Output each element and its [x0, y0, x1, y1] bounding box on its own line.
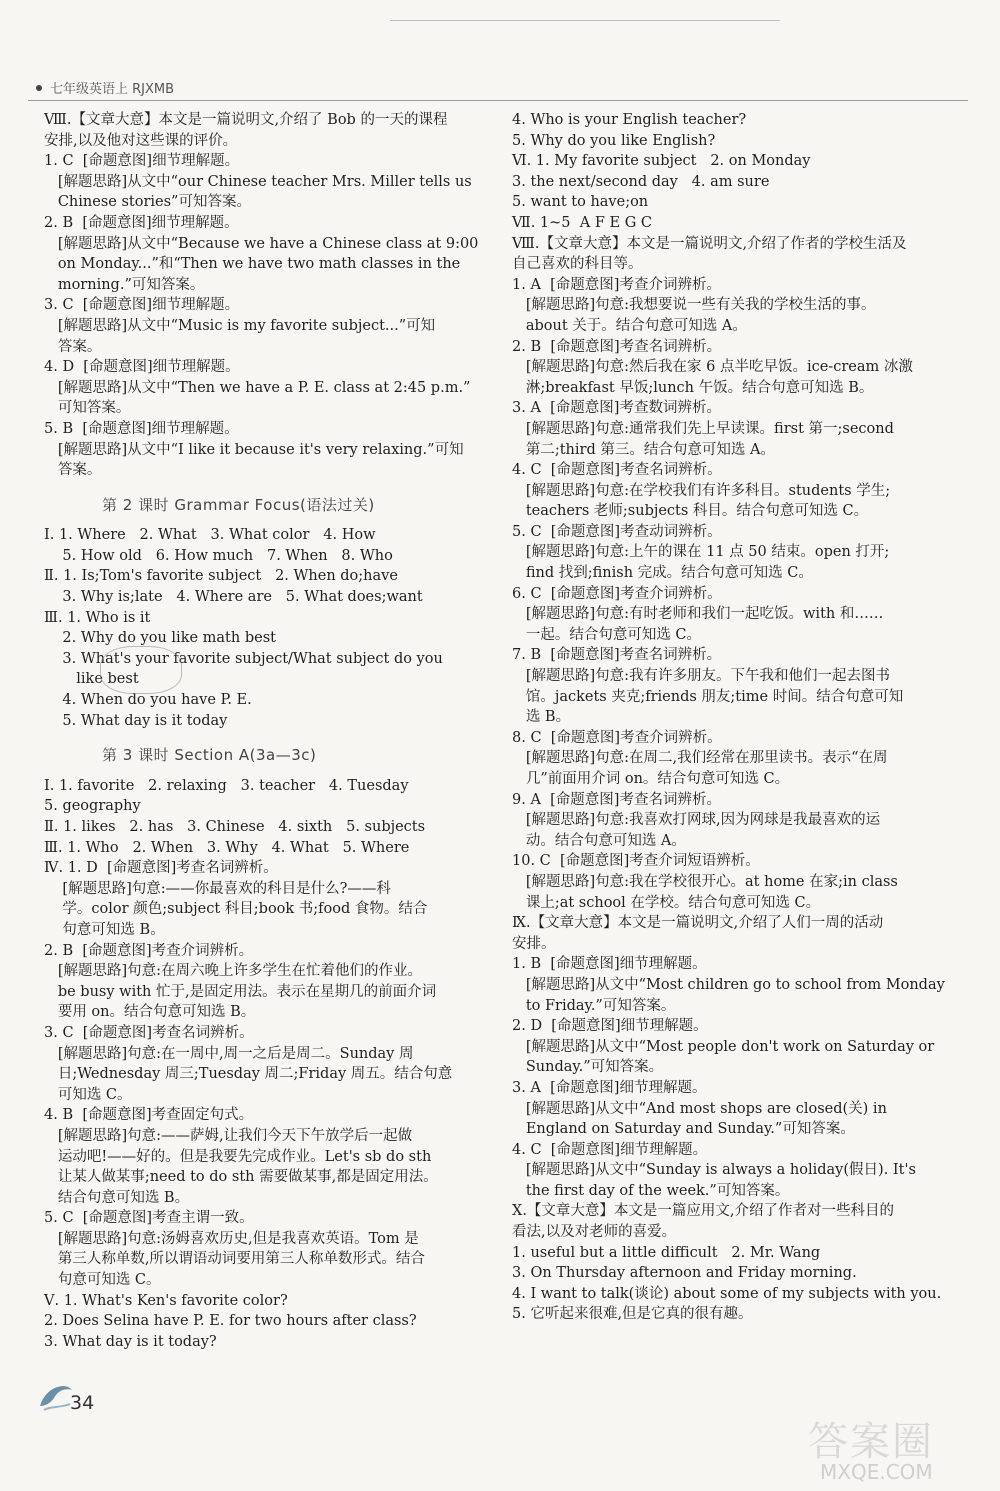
answer-line: 3. A [命题意图]细节理解题。	[512, 1079, 707, 1096]
answer-line: 4. D [命题意图]细节理解题。	[44, 359, 240, 376]
answer-line: Ⅲ. 1. Who is it	[44, 609, 151, 626]
answer-line: 3. C [命题意图]考查名词辨析。	[44, 1024, 254, 1041]
page-header	[28, 78, 968, 101]
watermark-url: MXQE.COM	[820, 1460, 933, 1484]
answer-line: 3. C [命题意图]细节理解题。	[44, 297, 240, 314]
answer-line: Chinese stories”可知答案。	[44, 194, 251, 211]
answer-line: 安排。	[512, 935, 556, 952]
answer-line: 让某人做某事;need to do sth 需要做某事,都是固定用法。	[44, 1169, 438, 1186]
answer-line: [解题思路]句意:汤姆喜欢历史,但是我喜欢英语。Tom 是	[44, 1230, 419, 1247]
answer-line: 选 B。	[512, 709, 571, 726]
top-rule	[390, 20, 780, 21]
answer-line: Ⅲ. 1. Who 2. When 3. Why 4. What 5. Where	[44, 839, 410, 856]
answer-line: [解题思路]句意:有时老师和我们一起吃饭。with 和……	[512, 606, 884, 623]
answer-line: to Friday.”可知答案。	[512, 997, 676, 1014]
answer-line: 可知答案。	[44, 400, 131, 417]
answer-line: Ⅷ.【文章大意】本文是一篇说明文,介绍了作者的学校生活及	[512, 235, 907, 252]
answer-line: 2. D [命题意图]细节理解题。	[512, 1018, 708, 1035]
answer-line: 4. Who is your English teacher?	[512, 112, 747, 128]
answer-line: 4. When do you have P. E.	[44, 692, 252, 709]
answer-line: teachers 老师;subjects 科目。结合句意可知选 C。	[512, 503, 869, 520]
left-answers-block-2	[44, 525, 494, 731]
answer-line: 1. A [命题意图]考查介词辨析。	[512, 276, 721, 293]
answer-line: 学。color 颜色;subject 科目;book 书;food 食物。结合	[44, 901, 428, 918]
section-2-title: 第 2 课时 Grammar Focus(语法过关)	[102, 495, 375, 514]
answer-line: find 找到;finish 完成。结合句意可知选 C。	[512, 565, 813, 582]
answer-line: 5. C [命题意图]考查主谓一致。	[44, 1210, 254, 1227]
section-3-title: 第 3 课时 Section A(3a—3c)	[102, 746, 317, 765]
answer-line: 4. C [命题意图]细节理解题。	[512, 1141, 708, 1158]
answer-line: morning.”可知答案。	[44, 276, 205, 293]
answer-line: 3. What's your favorite subject/What subject do you	[44, 650, 443, 667]
answer-line: 9. A [命题意图]考查名词辨析。	[512, 791, 721, 808]
answer-line: 5. want to have;on	[512, 194, 649, 211]
answer-line: 5. B [命题意图]细节理解题。	[44, 420, 239, 437]
answer-line: [解题思路]从文中“And most shops are closed(关) in	[512, 1100, 887, 1117]
answer-line: 运动吧!——好的。但是我要先完成作业。Let's sb do sth	[44, 1148, 432, 1165]
answer-line: 5. How old 6. How much 7. When 8. Who	[44, 547, 393, 564]
answer-line: 自己喜欢的科目等。	[512, 256, 643, 273]
answer-line: 几”前面用介词 on。结合句意可知选 C。	[512, 771, 790, 787]
answer-line: [解题思路]句意:在周六晚上许多学生在忙着他们的作业。	[44, 963, 423, 980]
answer-line: on Monday...”和“Then we have two math classes in the	[44, 256, 461, 273]
right-answers-block	[512, 110, 964, 1325]
answer-line: [解题思路]从文中“our Chinese teacher Mrs. Miller tells us	[44, 173, 472, 190]
answer-line: [解题思路]句意:——你最喜欢的科目是什么?——科	[44, 880, 391, 897]
answer-line: 2. Why do you like math best	[44, 630, 276, 647]
answer-line: Ⅵ. 1. My favorite subject 2. on Monday	[512, 153, 811, 170]
left-answers-block-1	[44, 110, 494, 481]
answer-line: [解题思路]句意:然后我在家 6 点半吃早饭。ice-cream 冰激	[512, 359, 913, 376]
answer-line: 5. C [命题意图]考查动词辨析。	[512, 523, 722, 540]
answer-line: 4. B [命题意图]考查固定句式。	[44, 1107, 254, 1124]
answer-line: [解题思路]句意:上午的课在 11 点 50 结束。open 打开;	[512, 544, 890, 561]
bullet-icon	[36, 85, 42, 91]
answer-line: 1. B [命题意图]细节理解题。	[512, 956, 707, 973]
answer-line: 句意可知选 B。	[44, 921, 165, 938]
answer-line: [解题思路]句意:我有许多朋友。下午我和他们一起去图书	[512, 668, 891, 685]
answer-line: Ⅰ. 1. Where 2. What 3. What color 4. How	[44, 527, 376, 544]
answer-line: 动。结合句意可知选 A。	[512, 832, 686, 849]
answer-line: 4. C [命题意图]考查名词辨析。	[512, 462, 722, 479]
answer-line: Ⅷ.【文章大意】本文是一篇说明文,介绍了 Bob 的一天的课程	[44, 112, 448, 128]
homework-stamp	[100, 646, 182, 694]
answer-line: 2. B [命题意图]考查介词辨析。	[44, 942, 254, 959]
answer-line: [解题思路]句意:我喜欢打网球,因为网球是我最喜欢的运	[512, 812, 881, 829]
answer-line: Ⅶ. 1~5 A F E G C	[512, 214, 652, 231]
answer-line: Ⅱ. 1. likes 2. has 3. Chinese 4. sixth 5. subjects	[44, 819, 426, 835]
answer-line: 看法,以及对老师的喜爱。	[512, 1224, 677, 1241]
right-column	[512, 110, 964, 1325]
left-answers-block-3	[44, 776, 494, 1353]
answer-line: 3. the next/second day 4. am sure	[512, 173, 770, 190]
answer-line: [解题思路]从文中“Sunday is always a holiday(假日). It's	[512, 1162, 916, 1179]
answer-line: 淋;breakfast 早饭;lunch 午饭。结合句意可知选 B。	[512, 379, 874, 396]
answer-line: 要用 on。结合句意可知选 B。	[44, 1004, 256, 1021]
answer-line: 结合句意可知选 B。	[44, 1189, 190, 1206]
answer-line: 3. What day is it today?	[44, 1333, 217, 1350]
answer-line: Ⅴ. 1. What's Ken's favorite color?	[44, 1292, 288, 1309]
answer-line: 第三人称单数,所以谓语动词要用第三人称单数形式。结合	[44, 1251, 425, 1268]
answer-line: [解题思路]句意:我想要说一些有关我的学校生活的事。	[512, 297, 876, 314]
answer-line: 5. 它听起来很难,但是它真的很有趣。	[512, 1306, 753, 1323]
watermark-logo: 答案圈	[808, 1419, 934, 1465]
answer-line: 日;Wednesday 周三;Tuesday 周二;Friday 周五。结合句意	[44, 1066, 453, 1083]
answer-line: 答案。	[44, 462, 102, 479]
answer-line: 5. geography	[44, 798, 141, 815]
answer-line: Ⅳ. 1. D [命题意图]考查名词辨析。	[44, 860, 278, 877]
answer-line: be busy with 忙于,是固定用法。表示在星期几的前面介词	[44, 983, 437, 1000]
answer-line: 4. I want to talk(谈论) about some of my subjects with you.	[512, 1285, 942, 1302]
answer-line: 5. Why do you like English?	[512, 132, 716, 149]
answer-line: [解题思路]句意:——萨姆,让我们今天下午放学后一起做	[44, 1127, 413, 1144]
answer-line: [解题思路]从文中“Most people don't work on Saturday or	[512, 1038, 935, 1055]
answer-line: [解题思路]句意:在学校我们有许多科目。students 学生;	[512, 482, 891, 499]
answer-line: [解题思路]从文中“I like it because it's very relaxing.”可知	[44, 441, 464, 458]
answer-line: 8. C [命题意图]考查介词辨析。	[512, 729, 722, 746]
answer-line: Ⅱ. 1. Is;Tom's favorite subject 2. When do;have	[44, 568, 398, 585]
answer-line: 可知选 C。	[44, 1086, 132, 1103]
answer-line: like best	[44, 671, 139, 688]
answer-line: Ⅰ. 1. favorite 2. relaxing 3. teacher 4. Tuesday	[44, 777, 409, 794]
answer-line: Sunday.”可知答案。	[512, 1059, 664, 1076]
answer-line: [解题思路]从文中“Because we have a Chinese class at 9:00	[44, 235, 479, 252]
answer-line: Ⅹ.【文章大意】本文是一篇应用文,介绍了作者对一些科目的	[512, 1203, 895, 1220]
answer-line: the first day of the week.”可知答案。	[512, 1182, 790, 1199]
answer-line: Ⅸ.【文章大意】本文是一篇说明文,介绍了人们一周的活动	[512, 915, 884, 932]
answer-line: 7. B [命题意图]考查名词辨析。	[512, 647, 722, 664]
answer-line: 6. C [命题意图]考查介词辨析。	[512, 585, 722, 602]
header-title: 七年级英语上 RJXMB	[50, 82, 175, 97]
answer-line: [解题思路]句意:通常我们先上早读课。first 第一;second	[512, 420, 894, 437]
answer-line: 一起。结合句意可知选 C。	[512, 626, 702, 643]
answer-line: 1. C [命题意图]细节理解题。	[44, 153, 240, 170]
answer-line: [解题思路]句意:在一周中,周一之后是周二。Sunday 周	[44, 1045, 414, 1062]
answer-line: 答案。	[44, 338, 102, 355]
answer-line: 2. Does Selina have P. E. for two hours after class?	[44, 1313, 417, 1330]
answer-line: 2. B [命题意图]考查名词辨析。	[512, 338, 722, 355]
left-column	[44, 110, 494, 1352]
answer-line: 3. On Thursday afternoon and Friday morning.	[512, 1265, 857, 1282]
answer-line: 5. What day is it today	[44, 712, 228, 729]
answer-line: 课上;at school 在学校。结合句意可知选 C。	[512, 894, 821, 911]
answer-line: 句意可知选 C。	[44, 1272, 161, 1289]
answer-line: 2. B [命题意图]细节理解题。	[44, 214, 239, 231]
page-number: 34	[70, 1392, 95, 1414]
answer-line: 第二;third 第三。结合句意可知选 A。	[512, 441, 775, 458]
answer-line: 安排,以及他对这些课的评价。	[44, 132, 238, 149]
answer-line: [解题思路]从文中“Most children go to school from Monday	[512, 976, 945, 993]
answer-line: 1. useful but a little difficult 2. Mr. Wang	[512, 1244, 821, 1261]
answer-line: about 关于。结合句意可知选 A。	[512, 317, 747, 334]
answer-line: 3. Why is;late 4. Where are 5. What does;want	[44, 589, 423, 606]
answer-line: [解题思路]句意:在周二,我们经常在那里读书。表示“在周	[512, 750, 888, 767]
answer-line: 3. A [命题意图]考查数词辨析。	[512, 400, 721, 417]
answer-line: 馆。jackets 夹克;friends 朋友;time 时间。结合句意可知	[512, 688, 904, 705]
answer-line: [解题思路]句意:我在学校很开心。at home 在家;in class	[512, 873, 898, 890]
answer-line: [解题思路]从文中“Then we have a P. E. class at 2:45 p.m.”	[44, 379, 471, 396]
answer-line: 10. C [命题意图]考查介词短语辨析。	[512, 853, 760, 870]
answer-line: England on Saturday and Sunday.”可知答案。	[512, 1121, 855, 1138]
answer-line: [解题思路]从文中“Music is my favorite subject...”可知	[44, 317, 436, 334]
